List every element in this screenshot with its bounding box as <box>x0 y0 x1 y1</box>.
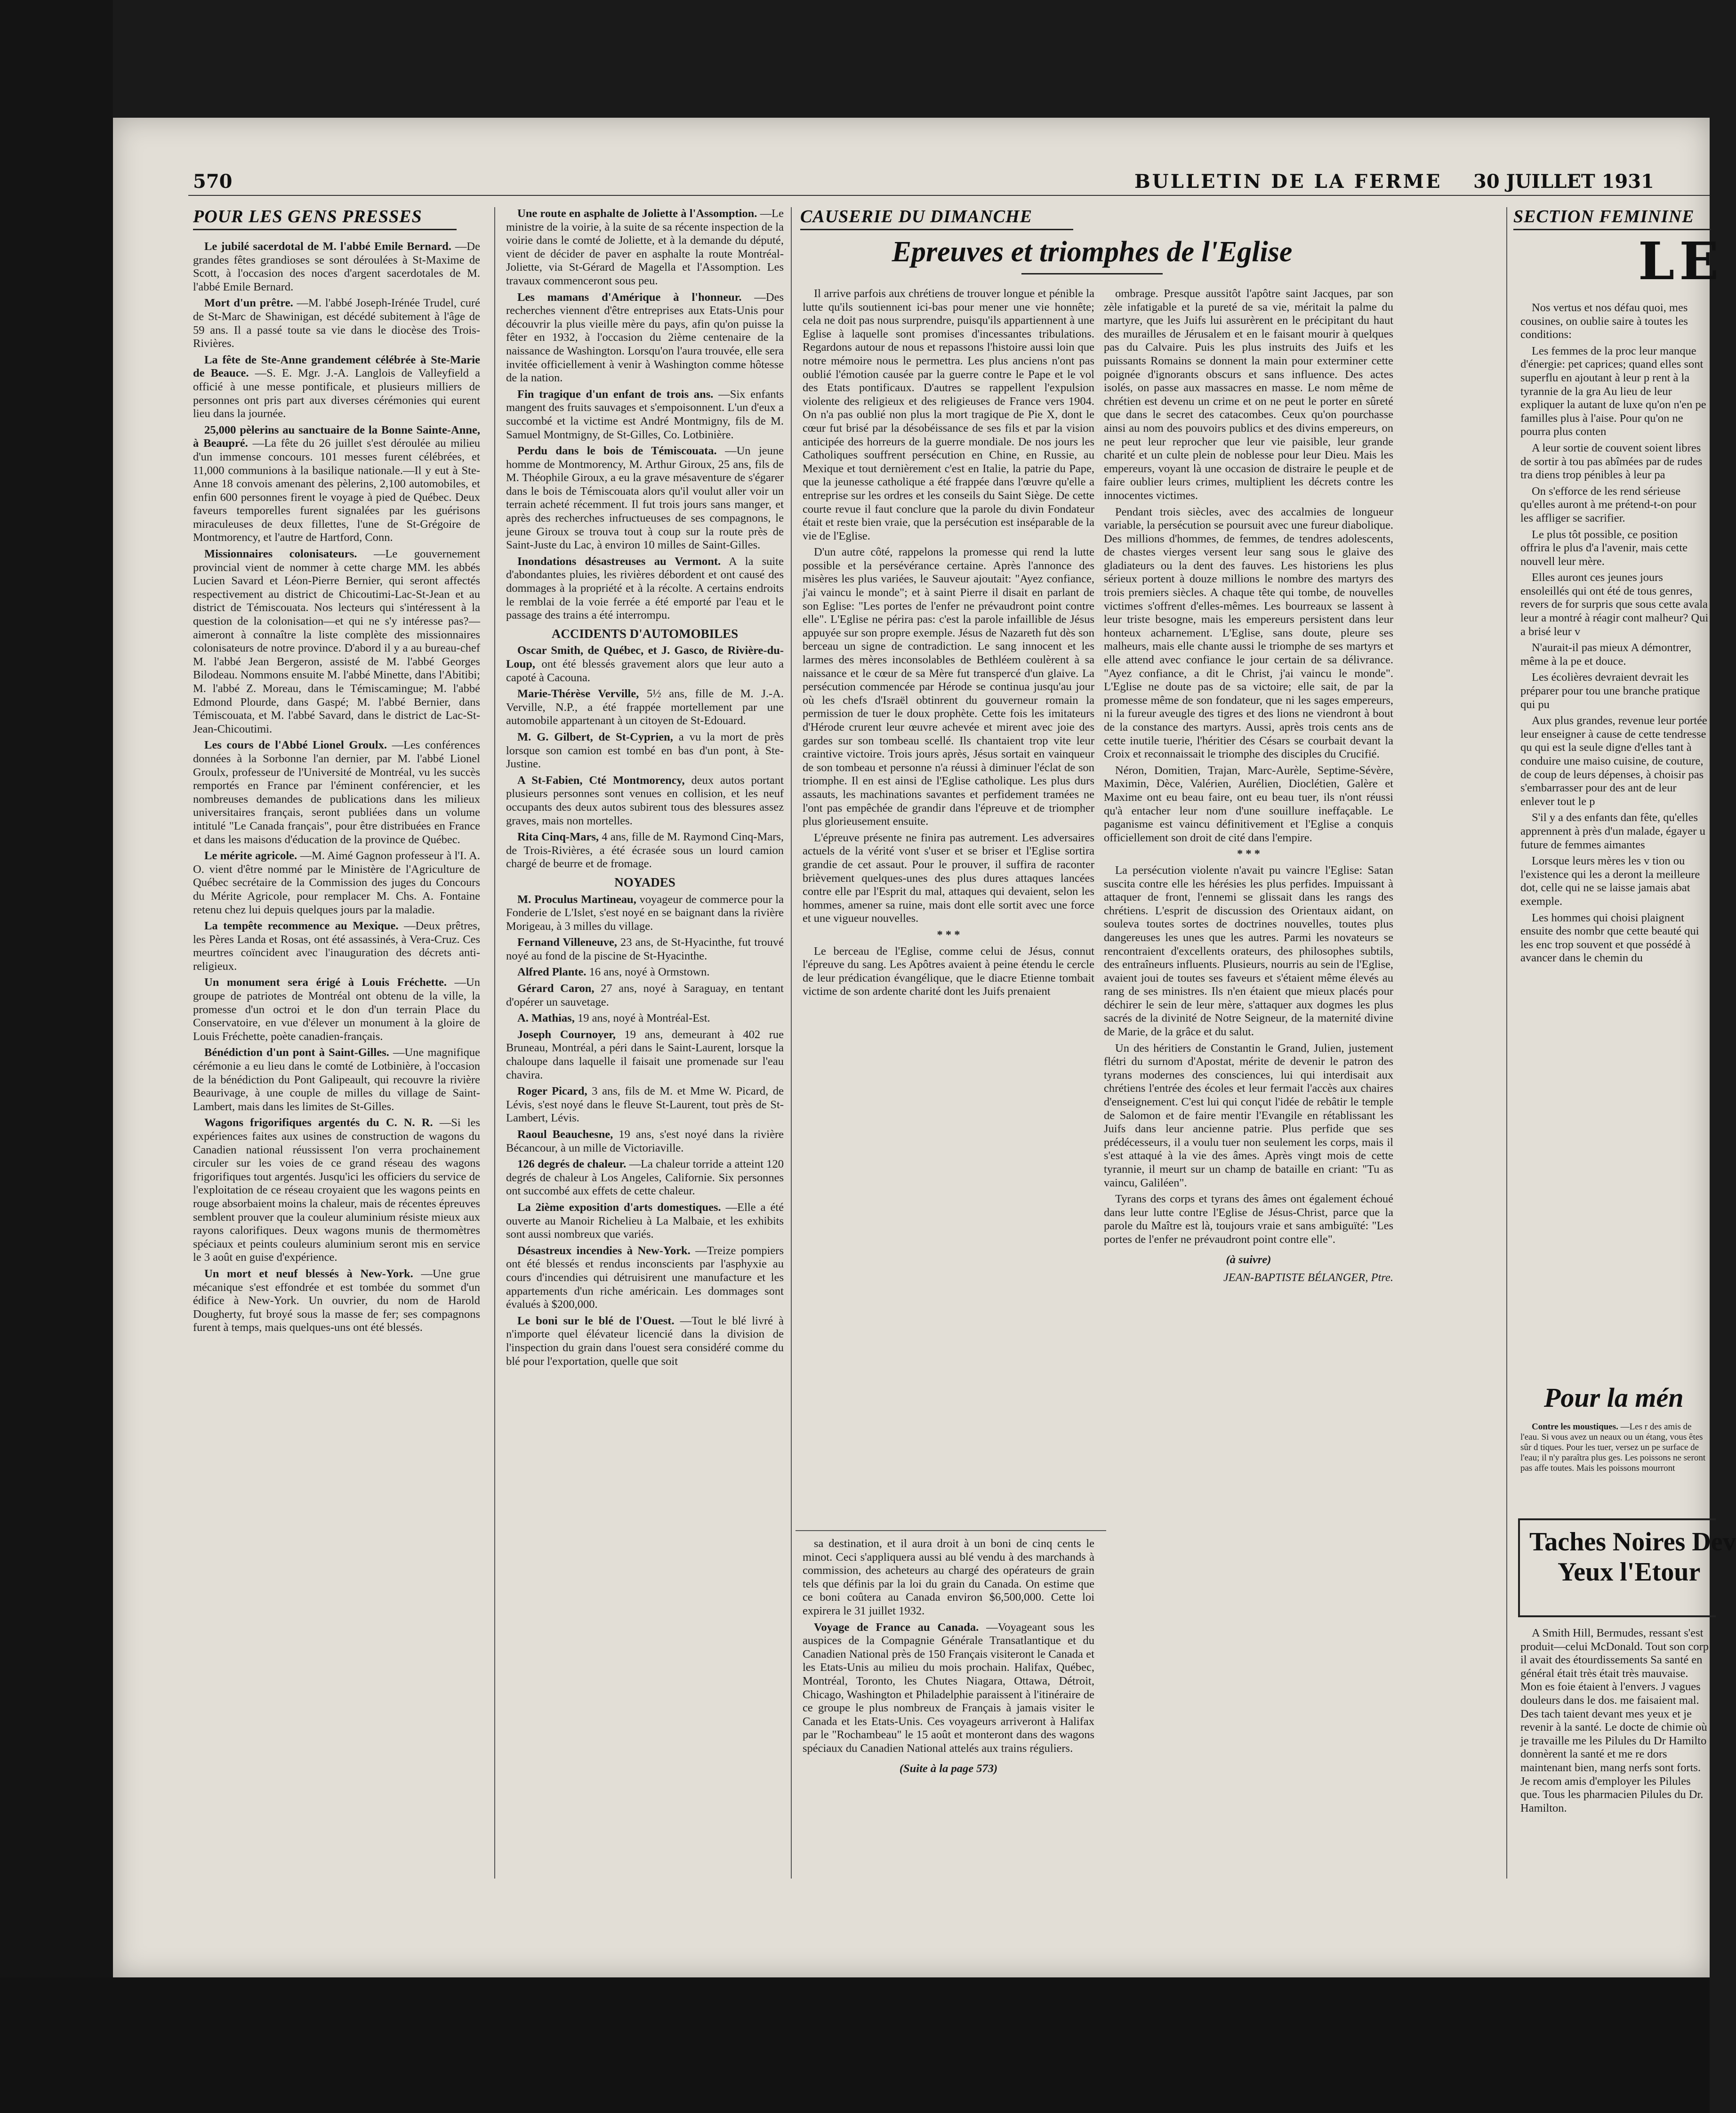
news-item-body: 19 ans, s'est noyé dans la rivière Bécancour, à un mille de Victoriaville. <box>506 1128 784 1154</box>
news-item-body: Tyrans des corps et tyrans des âmes ont également échoué dans leur lutte contre l'Eglise de Jésus-Christ, parce que la parole du Maître est là, toujours vraie et sans ambiguïté: "Les portes de l'enfer ne prévaudront point contre elle". <box>1104 1193 1393 1246</box>
news-item-body: Pendant trois siècles, avec des accalmies de longueur variable, la persécution se poursuit avec une fureur diabolique. Des millions d'hommes, de femmes, de tendres adolescents, de chastes vierges versent leur sang sous le glaive des gladiateurs ou la dent des fauves. Les historiens les plus sérieux portent à douze millions le nombre des martyrs des trois premiers siècles. A chaque tête qui tombe, de nouvelles victimes s'offrent d'elles-mêmes. Les bourreaux se lassent à leur triste besogne, mais les empereurs persistent dans leur honteux acharnement. L'Eglise, sans doute, pleure ses malheurs, mais elle chante aussi le triomphe de ses martyrs et elle attend avec confiance le jour certain de sa délivrance. "Ayez confiance, a dit le Christ, j'ai vaincu le monde". L'Eglise ne doute pas de sa victoire; elle sait, de par la promesse même de son fondateur, que ni les sages empereurs, ni la fureur aveugle des tigres et des lions ne viendront à bout de la constance des martyrs. Aussi, après trois cents ans de cette inutile tuerie, l'héritier des Césars se courbait devant la Croix et reconnaissait le triomphe des disciples du Crucifié. <box>1104 505 1393 761</box>
news-item-headline: Les cours de l'Abbé Lionel Groulx. <box>204 739 387 752</box>
news-item <box>506 893 784 934</box>
news-item <box>1520 671 1710 711</box>
news-item <box>1520 301 1710 342</box>
news-item <box>506 207 784 288</box>
column-causerie-1 <box>803 287 1094 1525</box>
news-item <box>506 1244 784 1312</box>
news-item-body: 5½ ans, fille de M. J.-A. Verville, N.P., a été frappée mortellement par une automobile appartenant à un citoyen de St-Edouard. <box>506 687 784 727</box>
news-item <box>193 1267 480 1335</box>
news-item <box>1520 485 1710 525</box>
news-item-headline: Les mamans d'Amérique à l'honneur. <box>517 290 742 304</box>
section-heading-feminine: SECTION FEMININE <box>1513 206 1711 230</box>
news-item-body: Elles auront ces jeunes jours ensoleillés qui ont été de tous genres, revers de for surpris que sous cette avala leur a montré à réagir cont malheur? Qui a brisé leur v <box>1520 571 1709 638</box>
news-item-body: 19 ans, demeurant à 402 rue Bruneau, Montréal, a péri dans le Saint-Laurent, lorsque la chaloupe dans laquelle il faisait une promenade sur l'eau chavira. <box>506 1028 784 1081</box>
ad-headline-1: Taches Noires Dev <box>1529 1527 1736 1557</box>
news-item <box>506 291 784 385</box>
news-item-headline: Un monument sera érigé à Louis Fréchette. <box>204 976 447 989</box>
page-number: 570 <box>193 170 233 193</box>
news-item-headline: 25,000 pèlerins au sanctuaire de la Bonne Sainte-Anne, à Beaupré. <box>193 423 480 450</box>
news-item <box>1520 528 1710 569</box>
news-item <box>1520 1627 1710 1815</box>
news-item-body: Un des héritiers de Constantin le Grand, Julien, justement flétri du surnom d'Apostat, mérite de devenir le patron des tyrans modernes des consciences, lui qui interdisait aux chrétiens l'entrée des écoles et leur fermait l'accès aux chaires d'enseignement. C'est lui qui conçut l'idée de rebâtir le temple de Salomon et de faire mentir l'Evangile en rétablissant les Juifs dans leur ancienne patrie. Plus perfide que ses prédécesseurs, il a voulu tuer non seulement les corps, mais il s'est attaqué à la vie des âmes. Après vingt mois de cette tyrannie, il meurt sur un champ de bataille en criant: "Tu as vaincu, Galiléen". <box>1104 1041 1393 1189</box>
news-item-body: deux autos portant plusieurs personnes sont venues en collision, et les neuf occupants des deux autos subirent tous des blessures assez graves, mais non mortelles. <box>506 774 784 827</box>
news-item-body: —Le ministre de la voirie, à la suite de sa récente inspection de la voirie dans le comté de Joliette, et à la demande du député, vient de décider de paver en asphalte la route Montréal-Joliette, via St-Gérard de Magella et l'Assomption. Les travaux commenceront sous peu. <box>506 207 784 287</box>
news-item <box>506 1085 784 1125</box>
news-item-headline: Fin tragique d'un enfant de trois ans. <box>517 387 714 401</box>
news-item-body: Les hommes qui choisi plaignent ensuite des nombr que cette beauté qui les enc trop souvent et que possédé à avancer dans le chemin du <box>1520 911 1699 965</box>
column-ad-text <box>1520 1627 1710 1881</box>
news-item <box>506 1158 784 1198</box>
column-gens-presses-continued <box>506 207 784 1883</box>
title-rule <box>1021 273 1163 274</box>
ad-headline-2: Yeux l'Etour <box>1558 1557 1701 1587</box>
news-item-headline: Missionnaires colonisateurs. <box>204 548 357 561</box>
news-item-headline: Gérard Caron, <box>517 982 595 995</box>
section-separator: * * * <box>937 928 960 941</box>
news-item-body: A la suite d'abondantes pluies, les rivières débordent et ont causé des dommages à la propriété et à la récolte. A certains endroits le remblai de la voie ferrée a été emporté par l'eau et le passage des trains a été interrompu. <box>506 555 784 622</box>
news-item-body: —Une magnifique cérémonie a eu lieu dans le comté de Lotbinière, à l'occasion de la bénédiction du Pont Galipeault, qui recouvre la rivière Beaurivage, à une couple de milles du village de Saint-Lambert, mais dans les limites de St-Gilles. <box>193 1046 480 1113</box>
news-item <box>506 555 784 622</box>
news-item <box>506 644 784 685</box>
news-item-body: —Des recherches viennent d'être entreprises aux Etats-Unis pour découvrir la plus vieille mère du pays, afin qu'on puisse la fêter en 1932, à l'occasion du 2ième centenaire de la naissance de Washington. Lorsqu'on l'aura trouvée, elle sera invitée officiellement à venir à Washington comme hôtesse de la nation. <box>506 290 784 385</box>
column-rule-3 <box>1506 207 1507 1879</box>
news-item-body: —Les conférences données à la Sorbonne l'an dernier, par M. l'abbé Lionel Groulx, professeur de l'Université de Montréal, vu les succès remportés en France par l'éminent conférencier, et les nombreuses demandes de publications dans les milieux universitaires français, seront publiées dans un volume intitulé "Le Canada français", pour être distribuées en France et dans les maisons d'éducation de la province de Québec. <box>193 739 480 846</box>
news-item <box>1104 1042 1393 1190</box>
news-item <box>193 739 480 847</box>
news-item-body: —Voyageant sous les auspices de la Compagnie Générale Transatlantique et du Canadien National près de 150 Français visiteront le Canada et les Etats-Unis au milieu du mois prochain. Halifax, Québec, Montréal, Toronto, les Chutes Niagara, Ottawa, Détroit, Chicago, Washington et Philadelphie paraissent à l'itinéraire de ce groupe le plus nombreux de Français à jamais visiter le Canada et les Etats-Unis. Ces voyageurs arriveront à Halifax par le "Rochambeau" le 15 août et monteront dans des wagons spéciaux du Canadien National attelés aux trains réguliers. <box>803 1621 1095 1755</box>
continuation-note: (Suite à la page 573) <box>899 1762 998 1775</box>
news-item-headline: 126 degrés de chaleur. <box>517 1158 627 1171</box>
column-rule-2 <box>791 207 792 1879</box>
news-item-body: —Un jeune homme de Montmorency, M. Arthur Giroux, 25 ans, fils de M. Théophile Giroux, a eu la grave mésaventure de s'égarer dans le bois de Témiscouata alors qu'il voulut aller voir un terrain acheté récemment. Il fut trois jours sans manger, et après des recherches infructueuses de ses compagnons, le jeune Giroux se trouva tout à coup sur la route près de Saint-Juste du Lac, à environ 10 milles de Saint-Gilles. <box>506 444 784 552</box>
news-item-body: 3 ans, fils de M. et Mme W. Picard, de Lévis, s'est noyé dans le fleuve St-Laurent, tout près de St-Lambert, Lévis. <box>506 1085 784 1125</box>
news-item-body: ont été blessés gravement alors que leur auto a capoté à Cacouna. <box>506 658 784 684</box>
news-item-body: voyageur de commerce pour la Fonderie de L'Islet, s'est noyé en se baignant dans la rivière Morigeau, à 3 milles du village. <box>506 893 784 933</box>
news-item-body: 23 ans, de St-Hyacinthe, fut trouvé noyé au fond de la piscine de St-Hyacinthe. <box>506 936 784 962</box>
news-item <box>803 831 1094 926</box>
news-item <box>193 424 480 545</box>
news-item-body: A leur sortie de couvent soient libres de sortir à tou pas abîmées par de rudes tra diens trop pénibles à leur pa <box>1520 441 1703 482</box>
news-item-body: —Six enfants mangent des fruits sauvages et s'empoisonnent. L'un d'eux a succombé et la victime est André Montmigny, fils de M. Samuel Montmigny, de St-Gilles, Co. Lotbinière. <box>506 387 784 441</box>
news-item-body: —Treize pompiers ont été blessés et rendus inconscients par l'asphyxie au cours d'incendies qui détruisirent une manufacture et les appartements d'un riche américain. Les dommages sont évalués à $200,000. <box>506 1244 784 1311</box>
news-item-body: Néron, Domitien, Trajan, Marc-Aurèle, Septime-Sévère, Maximin, Dèce, Valérien, Aurélien, Dioclétien, Galère et Maxime ont eu beau faire, ont eu beau tuer, ils n'ont réussi qu'à entacher leur nom d'une souillure ineffaçable. Le paganisme est vaincu définitivement et l'Eglise a conquis officiellement son droit de cité dans l'empire. <box>1104 764 1393 844</box>
news-item-body: —De grandes fêtes grandioses se sont déroulées à St-Maxime de Scott, à l'occasion des noces d'argent sacerdotales de M. l'abbé Emile Bernard. <box>193 240 480 293</box>
news-item-body: 19 ans, noyé à Montréal-Est. <box>577 1012 710 1025</box>
news-item <box>1520 442 1710 482</box>
news-item-headline: Bénédiction d'un pont à Saint-Gilles. <box>204 1046 389 1059</box>
news-item <box>1104 764 1393 845</box>
news-item-body: On s'efforce de les rend sérieuse qu'elles auront à me prétend-t-on pour les affliger se sacrifier. <box>1520 484 1696 524</box>
news-item-body: —Elle a été ouverte au Manoir Richelieu à La Malbaie, et les exhibits sont aussi nombreux que variés. <box>506 1201 784 1241</box>
news-item-headline: Mort d'un prêtre. <box>204 297 293 310</box>
news-item-headline: Joseph Cournoyer, <box>517 1028 616 1041</box>
continuation-note: (à suivre) <box>1226 1253 1271 1266</box>
news-item-headline: Perdu dans le bois de Témiscouata. <box>517 444 717 458</box>
section-heading-gens-presses: POUR LES GENS PRESSES <box>193 206 457 230</box>
news-item-body: Lorsque leurs mères les v tion ou l'existence qui les a deront la meilleure dot, celle qui ne se laisse jamais abat exemple. <box>1520 855 1700 908</box>
news-item <box>193 1046 480 1113</box>
news-item <box>1104 864 1393 1039</box>
news-item <box>1520 811 1710 852</box>
news-item-headline: Wagons frigorifiques argentés du C. N. R. <box>204 1116 433 1129</box>
news-item <box>803 1537 1094 1618</box>
news-item <box>506 1201 784 1242</box>
news-item-body: —Les r des amis de l'eau. Si vous avez un neaux ou un étang, vous êtes sûr d tiques. Pour les tuer, versez un pe surface de l'eau; il n'y paraîtra plus ges. Les poissons ne seront pas affe toutes. Mais les poissons mourront <box>1520 1422 1706 1473</box>
news-item <box>506 831 784 871</box>
news-item-headline: M. Proculus Martineau, <box>517 893 636 906</box>
news-item <box>506 1028 784 1082</box>
column-gens-presses <box>193 240 480 1883</box>
news-item-headline: Rita Cinq-Mars, <box>517 831 599 844</box>
news-item-headline: Inondations désastreuses au Vermont. <box>517 555 721 568</box>
news-item-headline: Voyage de France au Canada. <box>814 1621 979 1634</box>
news-item-headline: Alfred Plante. <box>517 966 587 979</box>
news-item-body: D'un autre côté, rappelons la promesse qui rend la lutte possible et la persévérance certaine. Après l'annonce des misères les plus variées, le Sauveur ajoutait: "Ayez confiance, j'ai vaincu le monde"; et à saint Pierre il disait en parlant de son Eglise: "Les portes de l'enfer ne prévaudront point contre elle". L'Eglise ne périra pas: c'est la parole infaillible de Jésus appuyée sur son propre exemple. Jésus de Nazareth fut dès son berceau un signe de contradiction. Le sang innocent et les larmes des mères inconsolables de Bethléem coulèrent à sa naissance et le cœur de sa Mère fut transpercé d'un glaive. La persécution commencée par Hérode se continua jusqu'au jour où les chefs d'Israël obtinrent du gouverneur romain la permission de tuer le doux prophète. Cette fois les imitateurs d'Hérode crurent leur œuvre achevée et mirent avec joie des gardes sur son tombeau scellé. Ils chantaient trop vite leur craintive victoire. Trois jours après, Jésus sortait en vainqueur de son tombeau et personne n'a réussi à diminuer l'éclat de son triomphe. Il en est ainsi de l'Eglise catholique. Les plus durs assauts, les machinations savantes et perfidement tramées ne l'ont pas empêchée de grandir dans l'épreuve et de triompher plus glorieusement ensuite. <box>803 546 1094 828</box>
news-item <box>803 287 1094 543</box>
column-causerie-2 <box>1104 287 1393 1879</box>
news-item-headline: Le jubilé sacerdotal de M. l'abbé Emile Bernard. <box>204 240 451 253</box>
news-item <box>1520 345 1710 439</box>
news-item <box>1520 911 1710 965</box>
news-item-body: sa destination, et il aura droit à un boni de cinq cents le minot. Ceci s'appliquera aussi au blé vendu à des marchands à commission, des acheteurs au chargé des opérateurs de grain tels que définis par la loi du grain du Canada. On estime que ce boni coûtera au Canada environ $6,500,000. Cette loi expirera le 31 juillet 1932. <box>803 1537 1094 1617</box>
news-item-body: Les écolières devraient devrait les préparer pour tou une branche pratique qui pu <box>1520 671 1700 711</box>
news-item <box>193 919 480 973</box>
article-title: Epreuves et triomphes de l'Eglise <box>892 236 1293 268</box>
issue-date: 30 JUILLET 1931 <box>1473 170 1654 193</box>
news-item <box>1520 855 1710 908</box>
news-item-body: S'il y a des enfants dan fête, qu'elles apprennent à près d'un malade, égayer u future de femmes aimantes <box>1520 811 1705 851</box>
news-item-headline: Raoul Beauchesne, <box>517 1128 613 1141</box>
news-item <box>803 945 1094 999</box>
column-rule-1 <box>494 207 495 1879</box>
news-item-body: N'aurait-il pas mieux A démontrer, même à la pe et douce. <box>1520 641 1691 668</box>
news-item-headline: Fernand Villeneuve, <box>517 936 617 949</box>
author-signature: JEAN-BAPTISTE BÉLANGER, Ptre. <box>1223 1271 1393 1284</box>
news-item-body: —M. Aimé Gagnon professeur à l'I. A. O. vient d'être nommé par le Ministère de l'Agriculture de Québec secrétaire de la Commission des juges du Concours du Mérite Agricole, pour remplacer M. Chs. A. Fontaine retenu chez lui depuis quelques jours par la maladie. <box>193 849 481 916</box>
news-item <box>506 982 784 1009</box>
news-item-body: —La chaleur torride a atteint 120 degrés de chaleur à Los Angeles, Californie. Six personnes ont succombé aux effets de cette chaleur. <box>506 1158 784 1198</box>
news-item-body: 16 ans, noyé à Ormstown. <box>589 966 710 979</box>
news-item-body: La persécution violente n'avait pu vaincre l'Eglise: Satan suscita contre elle les hérésies les plus perfides. Impuissant à attaquer de front, l'ennemi se glissait dans les rangs des chrétiens. L'esprit de discussion des Orientaux aidant, on souleva toutes sortes de doctrines nouvelles, toutes plus dangereuses les unes que les autres. Parmi les novateurs se rencontraient d'excellents orateurs, des philosophes subtils, des entraîneurs influents. Plusieurs, nourris au sein de l'Eglise, avaient joui de toutes ses faveurs et s'étaient même élevés au rang de ses ministres. Ils n'en étaient que mieux placés pour déchirer le sein de leur mère, s'attaquer aux dogmes les plus sacrés de la divinité de Notre Seigneur, de la maternité divine de Marie, de la grâce et du salut. <box>1104 863 1393 1039</box>
news-item <box>506 774 784 828</box>
column-news-continued <box>803 1537 1094 1876</box>
news-item <box>506 444 784 552</box>
news-item-headline: Le mérite agricole. <box>204 849 297 863</box>
news-item-body: Le plus tôt possible, ce position offrira le plus d'a l'avenir, mais cette nouvell leur mère. <box>1520 528 1688 568</box>
news-item-body: Aux plus grandes, revenue leur portée leur enseigner à cause de cette tendresse qu qui est la seule digne d'elles tant à conduire une maiso cuisine, de couture, de coup de leurs dépenses, à choisir pas s'embarrasser pour des ant de leur enlever tout le p <box>1520 714 1707 808</box>
subheading: NOYADES <box>614 875 675 889</box>
news-item <box>506 1012 784 1025</box>
news-item-body: —Deux prêtres, les Pères Landa et Rosas, ont été assassinés, à Vera-Cruz. Ces meurtres coïncident avec l'inauguration des décrets anti-religieux. <box>193 919 481 973</box>
news-item-headline: La 2ième exposition d'arts domestiques. <box>517 1201 721 1214</box>
news-item-body: A Smith Hill, Bermudes, ressant s'est produit—celui McDonald. Tout son corp il avait des étourdissements Sa santé en général était très était très mauvaise. Mon es foie étaient à l'envers. J vagues douleurs dans le dos. me faisaient mal. Des tach taient devant mes yeux et je revenir à la santé. Le docte de chimie où je travaille me les Pilules du Dr Hamilto donnèrent la santé et me re dors maintenant bien, mang nerfs sont forts. Je recom amis d'employer les Pilules que. Tous les pharmacien Pilules du Dr. Hamilton. <box>1520 1627 1709 1815</box>
news-item-body: —S. E. Mgr. J.-A. Langlois de Valleyfield a officié à une messe pontificale, et plusieurs milliers de personnes ont pris part aux diverses cérémonies qui eurent lieu dans la journée. <box>193 367 481 420</box>
news-item-headline: Désastreux incendies à New-York. <box>517 1244 691 1257</box>
news-item-headline: La tempête recommence au Mexique. <box>204 919 399 933</box>
news-item <box>193 849 480 917</box>
news-item <box>506 1315 784 1368</box>
news-item <box>1104 1193 1393 1246</box>
publication-title: BULLETIN DE LA FERME <box>1134 170 1442 193</box>
column-menage-tips <box>1520 1422 1710 1502</box>
news-item-headline: M. G. Gilbert, de St-Cyprien, <box>517 730 673 743</box>
news-item-body: —La fête du 26 juillet s'est déroulée au milieu d'un immense concours. 101 messes furent célébrées, et 11,000 communions à la basilique nationale.—Il y eut à Ste-Anne 18 convois amenant des pèlerins, 2,100 automobiles, et enfin 600 personnes firent le voyage à pied de Québec. Deux faveurs temporelles furent signalées par les guérisons miraculeuses de deux fillettes, l'une de St-Grégoire de Montmorency, et l'autre de Hartford, Conn. <box>193 437 480 544</box>
news-item-headline: Contre les moustiques. <box>1532 1422 1618 1432</box>
article-break-rule <box>796 1530 1106 1531</box>
news-item-body: 4 ans, fille de M. Raymond Cinq-Mars, de Trois-Rivières, a été écrasée sous un lourd camion chargé de beurre et de fromage. <box>506 831 784 871</box>
news-item-body: Il arrive parfois aux chrétiens de trouver longue et pénible la lutte qu'ils soutiennent ici-bas pour mener une vie honnête; cela ne doit pas nous surprendre, puisqu'ils appartiennent à une Eglise à laquelle sont promises d'incessantes tribulations. Regardons autour de nous et repassons l'histoire aussi loin que notre mémoire nous le permettra. Les plus anciens n'ont pas oublié l'émotion causée par la guerre contre le Pape et le vol des Etats pontificaux. D'autres se rappellent l'expulsion violente des religieux et des religieuses de France vers 1904. On n'a pas oublié non plus la mort tragique de Pie X, dont le cœur fut brisé par la désobéissance de ses fils et par la vision anticipée des horreurs de la guerre mondiale. De nos jours les Catholiques souffrent persécution en Chine, en Russie, au Mexique et tout dernièrement c'est en Italie, la patrie du Pape, que la jeunesse catholique a été frappée dans l'œuvre qu'elle a entreprise sur les ordres et les conseils du Saint Siège. De cette courte revue il faut conclure que la parole du divin Fondateur était et reste bien vraie, que la persécution est inséparable de la vie de l'Eglise. <box>803 287 1094 542</box>
section-heading-causerie: CAUSERIE DU DIMANCHE <box>800 206 1073 230</box>
news-item <box>1520 714 1710 808</box>
news-item <box>193 354 480 421</box>
news-item-headline: Marie-Thérèse Verville, <box>517 687 639 701</box>
header-rule <box>188 195 1710 196</box>
news-item <box>193 240 480 294</box>
menage-heading: Pour la mén <box>1544 1382 1684 1413</box>
feminine-big-heading: LE <box>1638 231 1724 291</box>
news-item-headline: La fête de Ste-Anne grandement célébrée à Ste-Marie de Beauce. <box>193 353 480 380</box>
news-item-headline: Roger Picard, <box>517 1085 587 1098</box>
news-item-body: —Une grue mécanique s'est effondrée et est tombée du sommet d'un édifice à New-York. Un ouvrier, du nom de Harold Dougherty, fut broyé sous la masse de fer; ses compagnons furent à temps, mais quelques-uns ont été blessés. <box>193 1267 480 1334</box>
news-item-body: —Tout le blé livré à n'importe quel élévateur licencié dans la division de l'inspection du grain dans l'ouest sera considéré comme du blé pour l'exportation, quelle que soit <box>506 1314 784 1368</box>
news-item <box>193 1116 480 1265</box>
news-item-body: —M. l'abbé Joseph-Irénée Trudel, curé de St-Marc de Shawinigan, est décédé subitement à l'âge de 59 ans. Il a passé toute sa vie dans le diocèse des Trois-Rivières. <box>193 297 481 350</box>
scan-margin-bottom <box>0 1977 1710 2113</box>
news-item-body: ombrage. Presque aussitôt l'apôtre saint Jacques, par son zèle infatigable et la pureté de sa vie, méritait la palme du martyre, que les Juifs lui assurèrent en le précipitant du haut des murailles de Jérusalem et en le faisant mourir à quelques pas du Calvaire. Puis les plus instruits des Juifs et les puissants Romains se donnent la main pour exterminer cette poignée d'ignorants obscurs et sans influence. Des actes isolés, on passe aux massacres en masse. Le nom même de chrétien est devenu un crime et on ne peut le porter en sûreté que dans le secret des catacombes. Ceux qu'on pourchasse ainsi au nom des pouvoirs publics et des divins empereurs, on ne peut leur reprocher que leur vie paisible, leur grande charité et un culte plein de noblesse pour leur Dieu. Mais les empereurs, voyant là une occasion de distraire le peuple et de faire oublier leurs crimes, multiplient les décrets contre les innocentes victimes. <box>1104 287 1393 502</box>
news-item-headline: A. Mathias, <box>517 1012 575 1025</box>
news-item-body: Nos vertus et nos défau quoi, mes cousines, on oublie saire à toutes les conditions: <box>1520 301 1688 341</box>
news-item-body: Les femmes de la proc leur manque d'énergie: pet caprices; quand elles sont superflu en ajoutant à leur p rent à la tyrannie de la gra Au lieu de leur expliquer la autant de luxe qu'on n'en pe familles plus à l'aise. Pour qu'on ne pourra plus conten <box>1520 344 1706 438</box>
news-item-headline: Un mort et neuf blessés à New-York. <box>204 1267 413 1280</box>
news-item-body: 27 ans, noyé à Saraguay, en tentant d'opérer un sauvetage. <box>506 982 784 1008</box>
news-item-headline: A St-Fabien, Cté Montmorency, <box>517 774 685 787</box>
news-item-body: Le berceau de l'Eglise, comme celui de Jésus, connut l'épreuve du sang. Les Apôtres avaient à peine étendu le cercle de leur prédication évangélique, que le diacre Etienne tombait victime de son ardente charité dont les Juifs prenaient <box>803 944 1094 998</box>
subheading: ACCIDENTS D'AUTOMOBILES <box>551 626 739 641</box>
column-feminine <box>1520 301 1710 1375</box>
news-item <box>1104 506 1393 761</box>
taches-noires-ad-box <box>1518 1518 1736 1617</box>
news-item-body: L'épreuve présente ne finira pas autrement. Les adversaires actuels de la vérité vont s'user et se briser et l'Eglise sortira grandie de cet assaut. Pour le prouver, il suffira de raconter brièvement quelques-unes des plus dures attaques lancées contre elle par l'Esprit du mal, attaques qui devaient, selon les hommes, amener sa ruine, mais dont elle sortit avec une force et une vigueur nouvelles. <box>803 831 1094 925</box>
news-item <box>506 936 784 963</box>
news-item <box>506 1128 784 1155</box>
news-item <box>506 388 784 442</box>
news-item-body: —Si les expériences faites aux usines de construction de wagons du Canadien national réussissent l'on verra prochainement circuler sur les voies de ce grand réseau des wagons frigorifiques tout argentés. Jusqu'ici les officiers du service de l'exploitation de ce réseau croyaient que les wagons peints en rouge absorbaient moins la chaleur, mais de récentes épreuves semblent prouver que la couleur aluminium résiste mieux aux rayons calorifiques. Deux wagons munis de thermomètres spéciaux et peints couleurs aluminium seront mis en service le 3 août en guise d'expérience. <box>193 1116 480 1264</box>
news-item <box>1104 287 1393 503</box>
news-item <box>506 966 784 979</box>
news-item <box>1520 1422 1710 1474</box>
news-item <box>506 687 784 728</box>
news-item <box>506 731 784 771</box>
news-item <box>193 976 480 1043</box>
news-item-headline: Une route en asphalte de Joliette à l'Assomption. <box>517 207 757 220</box>
news-item <box>1520 571 1710 638</box>
news-item <box>803 1621 1094 1756</box>
news-item-headline: Oscar Smith, de Québec, et J. Gasco, de Rivière-du-Loup, <box>506 644 784 670</box>
news-item-body: —Un groupe de patriotes de Montréal ont obtenu de la ville, la promesse d'un octroi et le don d'un terrain Place du Conservatoire, en vue d'élever un monument à la gloire de Louis Fréchette, poète canadien-français. <box>193 976 480 1043</box>
news-item-headline: Le boni sur le blé de l'Ouest. <box>517 1314 675 1327</box>
section-separator: * * * <box>1237 847 1260 861</box>
news-item-body: a vu la mort de près lorsque son camion est tombé en bas d'un pont, à Ste-Justine. <box>506 730 784 771</box>
news-item <box>193 548 480 736</box>
scan-margin-left <box>0 0 113 2113</box>
news-item <box>803 546 1094 828</box>
news-item <box>193 297 480 350</box>
news-item-body: —Le gouvernement provincial vient de nommer à cette charge MM. les abbés Lucien Savard et Léon-Pierre Bernier, qui seront affectés respectivement au district de Chicoutimi-Lac-St-Jean et au district de Témiscouata. Nos lecteurs qui s'intéressent à la question de la colonisation—et qui ne s'y intéresse pas?—aimeront à connaître la liste complète des missionnaires colonisateurs de notre province. D'abord il y a au bureau-chef M. l'abbé Jean Bergeron, assisté de M. l'abbé Georges Bilodeau. Nommons ensuite M. l'abbé Minette, dans l'Abitibi; M. l'abbé Z. Moreau, dans le Témiscamingue; M. l'abbé Edmond Plourde, dans Gaspé; M. l'abbé Bernier, dans Témiscouata, et M. l'abbé Savard, dans le district de Lac-St-Jean-Chicoutimi. <box>193 548 481 735</box>
news-item <box>1520 641 1710 668</box>
